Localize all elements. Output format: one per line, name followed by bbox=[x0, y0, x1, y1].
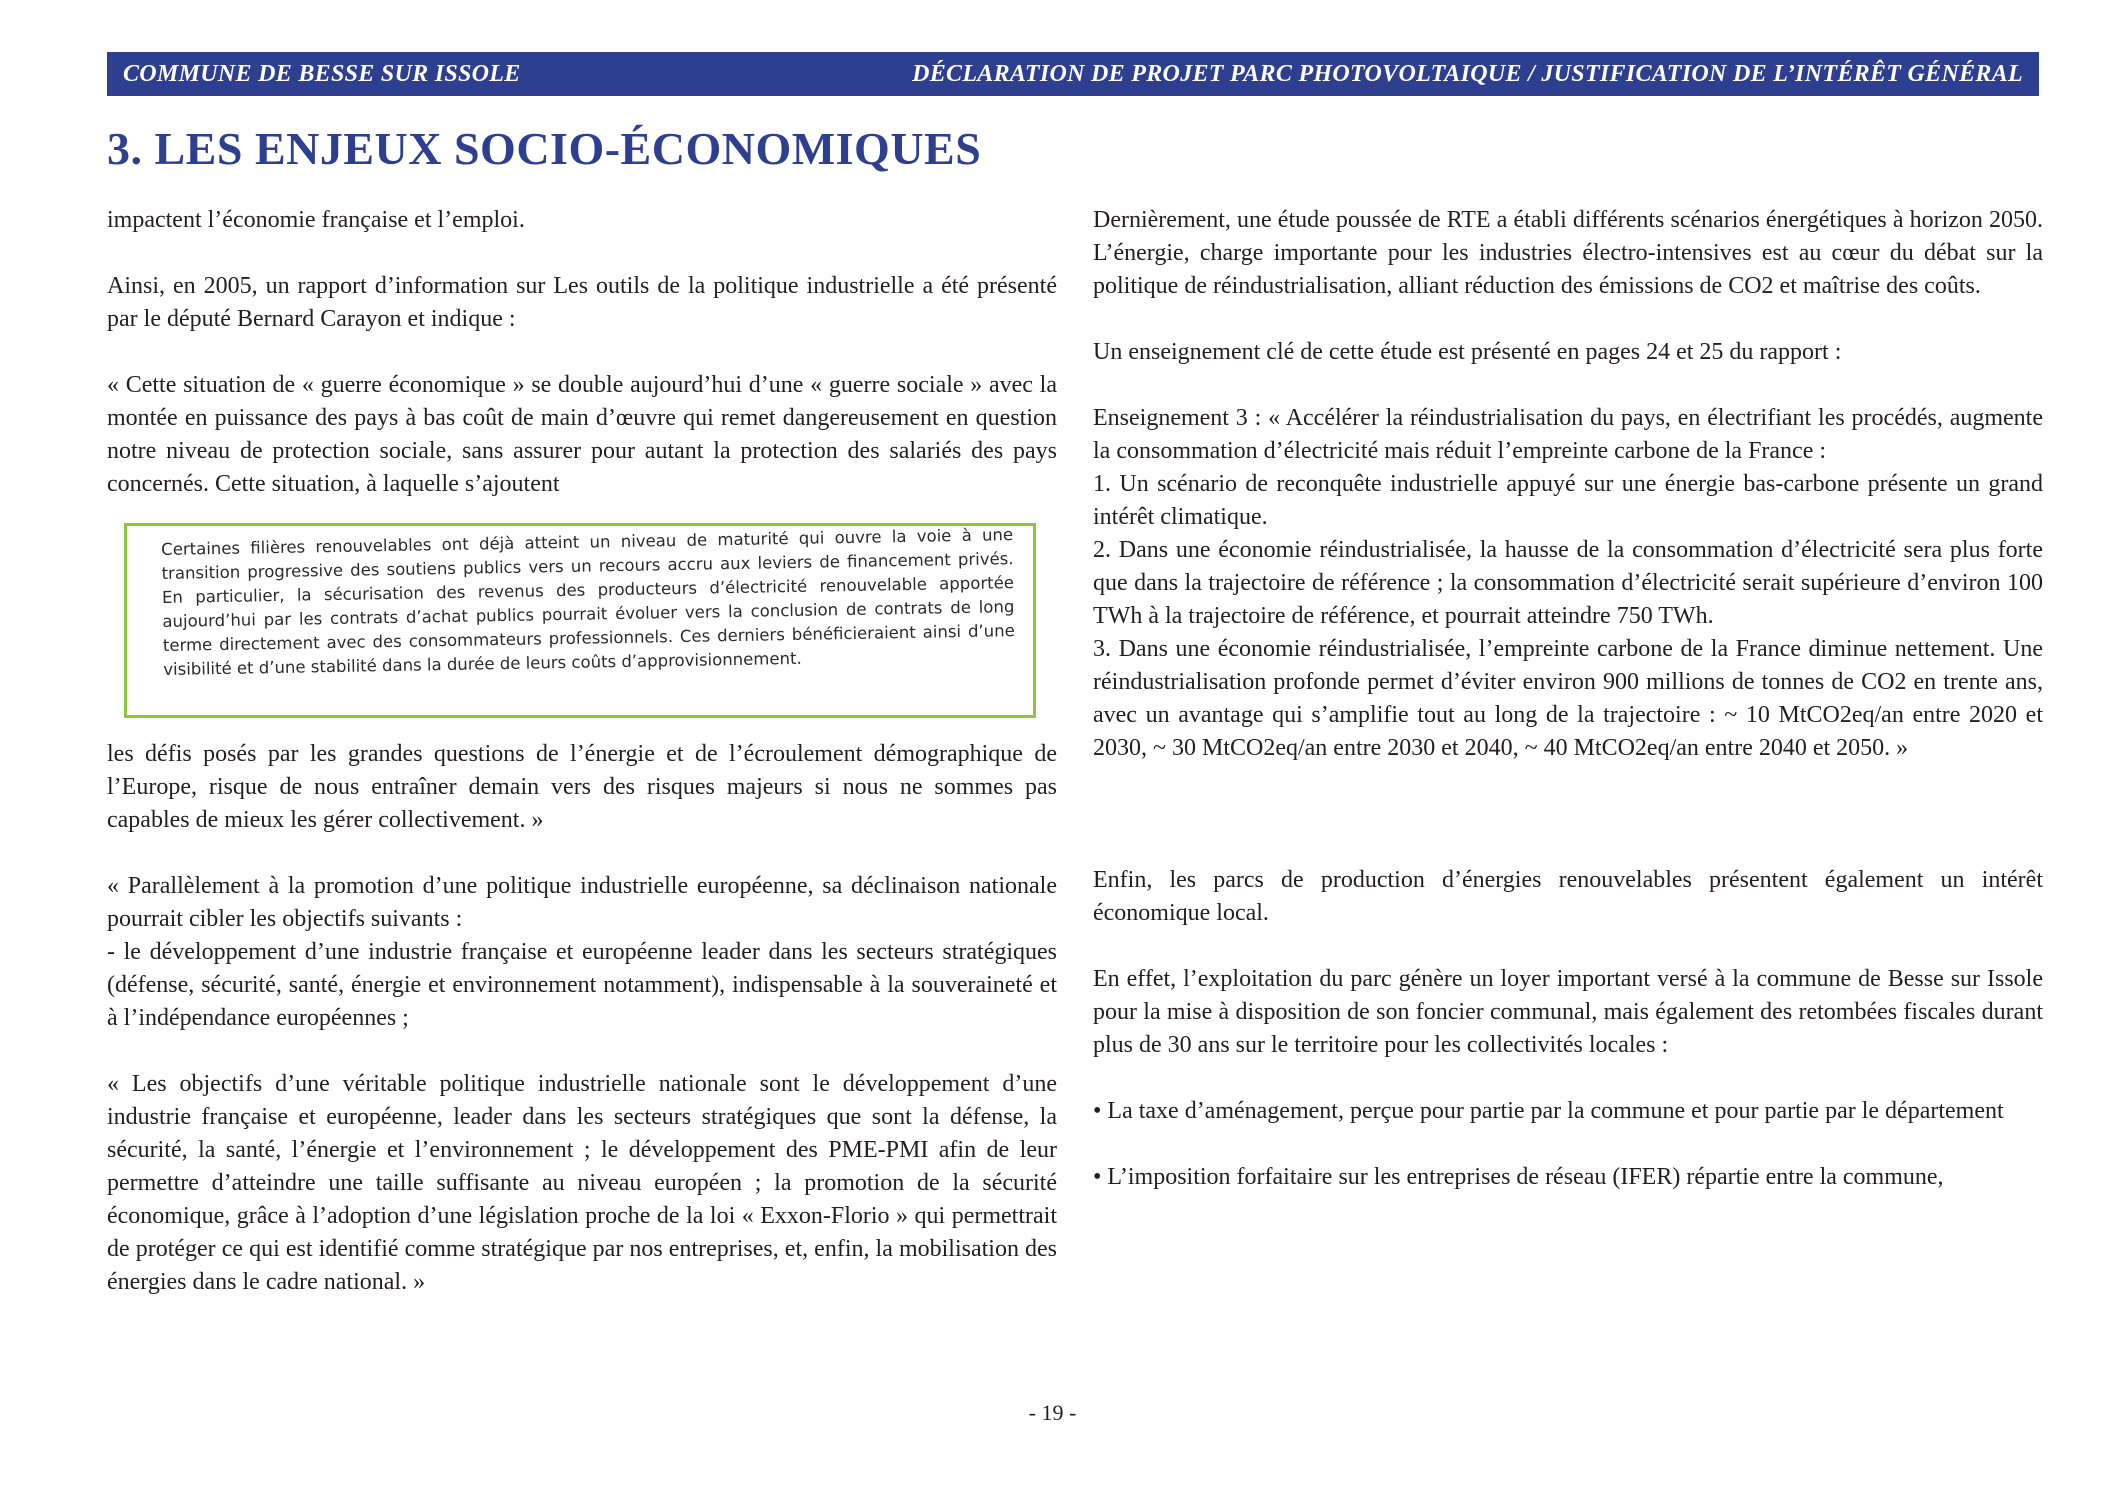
paragraph: Un enseignement clé de cette étude est présenté en pages 24 et 25 du rapport : bbox=[1093, 339, 1842, 365]
list-item: 1. Un scénario de reconquête industrielle appuyé sur une énergie bas-carbone présente un grand intérêt climatique. bbox=[1093, 471, 2043, 530]
list-item: 2. Dans une économie réindustrialisée, la hausse de la consommation d’électricité sera plus forte que dans la trajectoire de référence ; la consommation d’électricité serait supérieure d’environ 100 TWh à la trajectoire de référence, et pourrait atteindre 750 TWh. bbox=[1093, 537, 2043, 629]
header-commune: COMMUNE DE BESSE SUR ISSOLE bbox=[123, 60, 521, 87]
paragraph: Ainsi, en 2005, un rapport d’information sur Les outils de la politique industrielle a été présenté par le député Bernard Carayon et indique : bbox=[107, 273, 1057, 332]
paragraph: Dernièrement, une étude poussée de RTE a établi différents scénarios énergétiques à horizon 2050. L’énergie, charge importante pour les industries électro-intensives est au cœur du débat sur la politique de réindustrialisation, alliant réduction des émissions de CO2 et maîtrise des coûts. bbox=[1093, 207, 2043, 299]
bullet-item: • L’imposition forfaitaire sur les entreprises de réseau (IFER) répartie entre la commune, bbox=[1093, 1164, 1944, 1190]
list-item: - le développement d’une industrie française et européenne leader dans les secteurs stratégiques (défense, sécurité, santé, énergie et environnement notamment), indispensable à la souveraineté et à l’indépendance européennes ; bbox=[107, 939, 1057, 1031]
inset-excerpt-box bbox=[124, 523, 1036, 718]
left-column bbox=[107, 204, 1057, 1299]
quote-paragraph: « Les objectifs d’une véritable politique industrielle nationale sont le développement d’une industrie française et européenne, leader dans les secteurs stratégiques que sont la défense, la sécurité, la santé, l’énergie et l’environnement ; le développement des PME-PMI afin de leur permettre d’atteindre une taille suffisante au niveau européen ; la promotion de la sécurité économique, grâce à l’adoption d’une législation proche de la loi « Exxon-Florio » qui permettrait de protéger ce qui est identifié comme stratégique par nos entreprises, et, enfin, la mobilisation des énergies dans le cadre national. » bbox=[107, 1071, 1057, 1295]
header-project: DÉCLARATION DE PROJET PARC PHOTOVOLTAIQUE / JUSTIFICATION DE L’INTÉRÊT GÉNÉRAL bbox=[912, 60, 2023, 87]
page-number: - 19 - bbox=[1028, 1400, 1077, 1425]
quote-paragraph: « Parallèlement à la promotion d’une politique industrielle européenne, sa déclinaison nationale pourrait cibler les objectifs suivants : bbox=[107, 873, 1057, 932]
quote-paragraph: les défis posés par les grandes questions de l’énergie et de l’écroulement démographique de l’Europe, risque de nous entraîner demain vers des risques majeurs si nous ne sommes pas capables de mieux les gérer collectivement. » bbox=[107, 741, 1057, 833]
right-column bbox=[1093, 204, 2043, 1194]
bullet-item: • La taxe d’aménagement, perçue pour partie par la commune et pour partie par le département bbox=[1093, 1098, 2004, 1124]
section-title: 3. LES ENJEUX SOCIO-ÉCONOMIQUES bbox=[107, 123, 982, 174]
list-item: 3. Dans une économie réindustrialisée, l’empreinte carbone de la France diminue nettement. Une réindustrialisation profonde permet d’éviter environ 900 millions de tonnes de CO2 en trente ans, avec un avantage qui s’amplifie tout au long de la trajectoire : ~ 10 MtCO2eq/an entre 2020 et 2030, ~ 30 MtCO2eq/an entre 2030 et 2040, ~ 40 MtCO2eq/an entre 2040 et 2050. » bbox=[1093, 636, 2043, 761]
page-header bbox=[107, 52, 2039, 96]
paragraph: En effet, l’exploitation du parc génère un loyer important versé à la commune de Besse sur Issole pour la mise à disposition de son foncier communal, mais également des retombées fiscales durant plus de 30 ans sur le territoire pour les collectivités locales : bbox=[1093, 966, 2043, 1058]
quote-paragraph: Enseignement 3 : « Accélérer la réindustrialisation du pays, en électrifiant les procédés, augmente la consommation d’électricité mais réduit l’empreinte carbone de la France : bbox=[1093, 405, 2043, 464]
inset-text: Certaines filières renouvelables ont déjà atteint un niveau de maturité qui ouvre la voie à une transition progressive des soutiens publics vers un recours accru aux leviers de financement privés. En particulier, la sécurisation des revenus des producteurs d’électricité renouvelable apportée aujourd’hui par les contrats d’achat publics pourrait évoluer vers la conclusion de contrats de long terme directement avec des consommateurs professionnels. Ces derniers bénéficieraient ainsi d’une visibilité et d’une stabilité dans la durée de leurs coûts d’approvisionnement. bbox=[161, 525, 1015, 679]
paragraph: impactent l’économie française et l’emploi. bbox=[107, 207, 525, 233]
quote-paragraph: « Cette situation de « guerre économique » se double aujourd’hui d’une « guerre sociale » avec la montée en puissance des pays à bas coût de main d’œuvre qui remet dangereusement en question notre niveau de protection sociale, sans assurer pour autant la protection des salariés des pays concernés. Cette situation, à laquelle s’ajoutent bbox=[107, 372, 1057, 497]
paragraph: Enfin, les parcs de production d’énergies renouvelables présentent également un intérêt économique local. bbox=[1093, 867, 2043, 926]
